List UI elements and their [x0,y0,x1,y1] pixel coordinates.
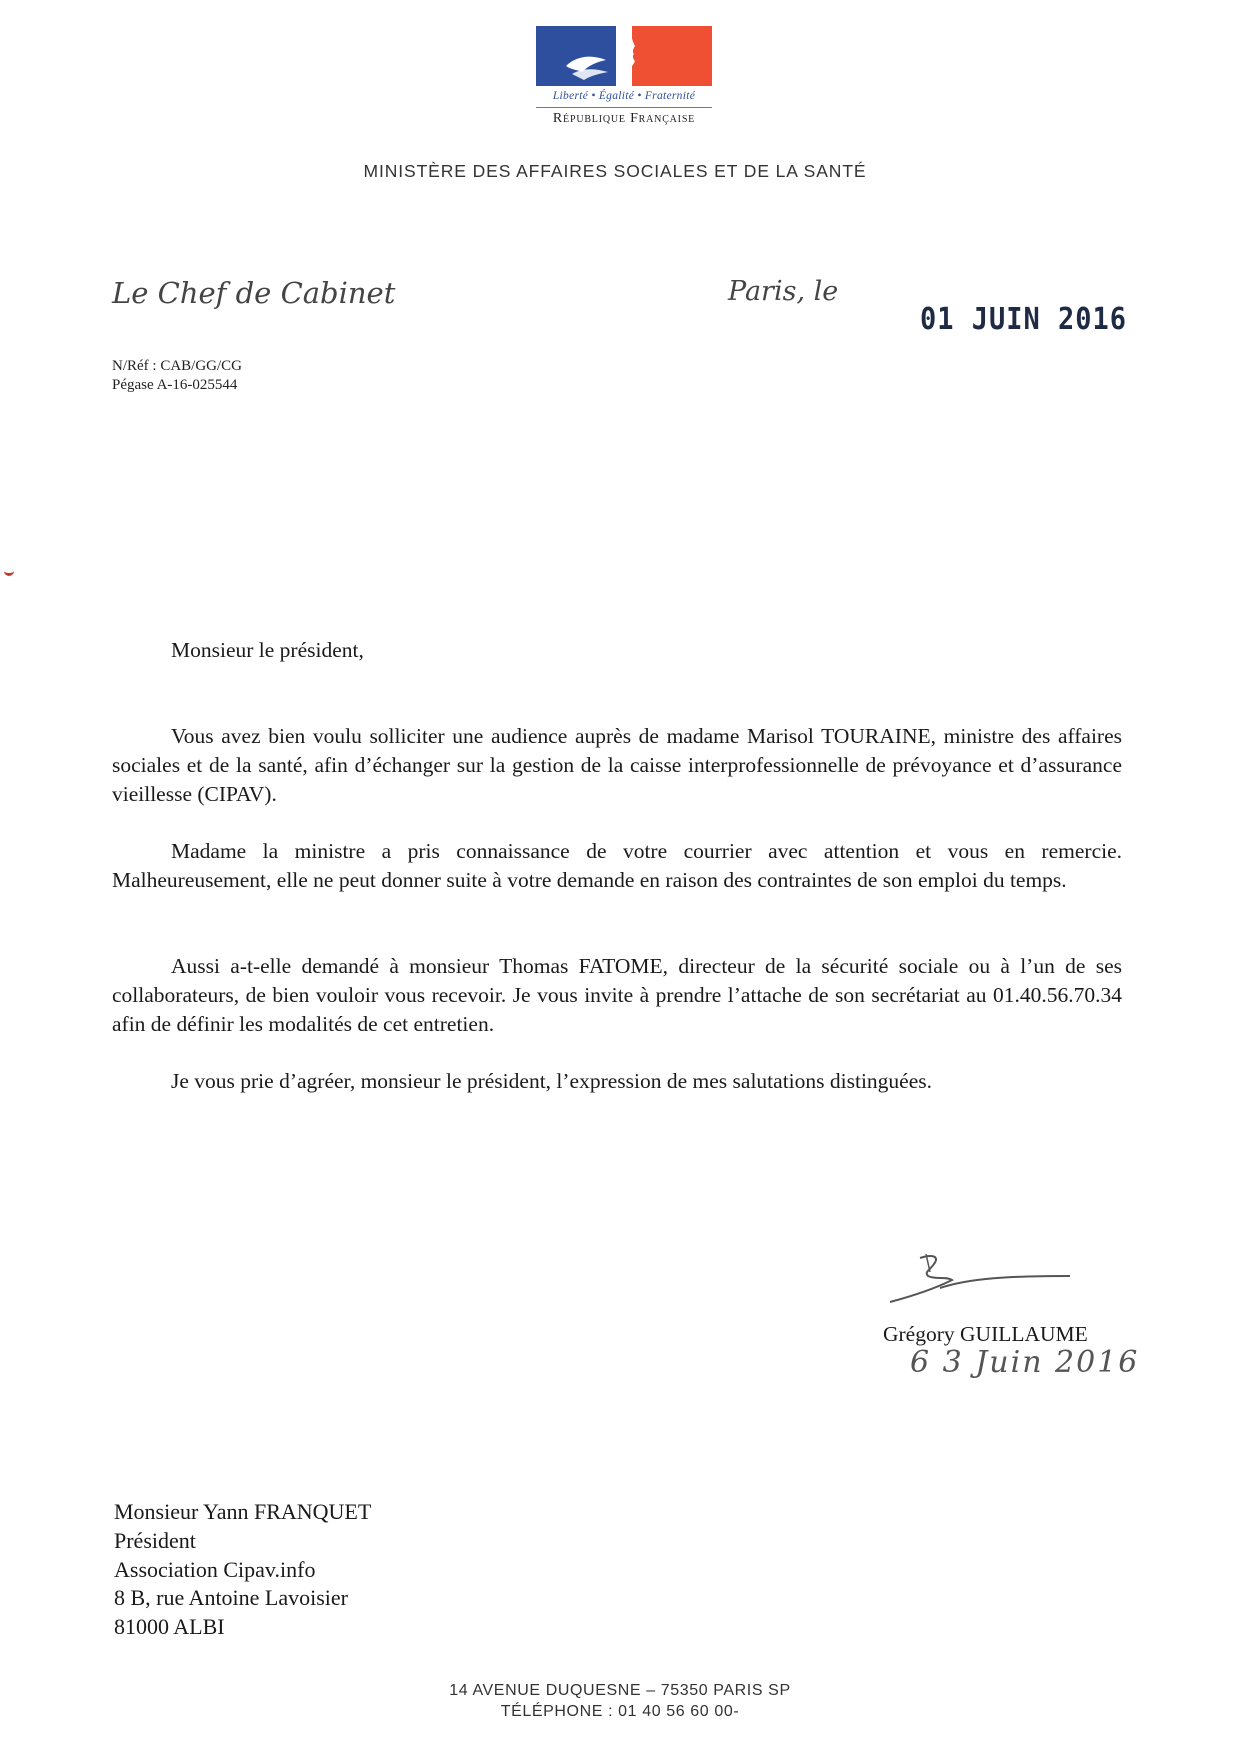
body-paragraph: Je vous prie d’agréer, monsieur le président, l’expression de mes salutations distinguées. [171,1069,933,1093]
body-paragraph: Vous avez bien voulu solliciter une audience auprès de madame Marisol TOURAINE, ministre des affaires sociales et de la santé, afin d’échanger sur la gestion de la caisse interprofessionnelle de prévoyance et d’assurance vieillesse (CIPAV). [112,724,1122,806]
signer-name: Grégory GUILLAUME [883,1322,1088,1346]
marianne-profile-icon [536,26,712,86]
motto-divider [536,107,712,108]
recipient-line: Association Cipav.info [114,1556,316,1582]
footer-address: 14 AVENUE DUQUESNE – 75350 PARIS SP [449,1682,791,1699]
recipient-address [114,1498,371,1642]
recipient-line: 81000 ALBI [114,1614,225,1640]
handwritten-signature [880,1250,1080,1330]
handwritten-note: 6 3 Juin 2016 [910,1345,1140,1380]
reference-line: N/Réf : CAB/GG/CG [112,358,243,374]
place-label: Paris, le [728,276,839,307]
recipient-line: Monsieur Yann FRANQUET [114,1499,372,1524]
marianne-logo [536,26,712,86]
republic-motto: Liberté • Égalité • Fraternité [552,90,696,102]
references [112,357,242,395]
recipient-line: Président [114,1527,196,1553]
sender-title: Le Chef de Cabinet [112,276,396,310]
date-stamp: 01 JUIN 2016 [920,302,1128,337]
recipient-line: 8 B, rue Antoine Lavoisier [114,1585,349,1611]
footer-phone: TÉLÉPHONE : 01 40 56 60 00- [500,1703,740,1720]
republic-name: République Française [552,111,696,126]
body-paragraph: Aussi a-t-elle demandé à monsieur Thomas FATOME, directeur de la sécurité sociale ou à l’un de ses collaborateurs, de bien vouloir vous recevoir. Je vous invite à prendre l’attache de son secrétariat au 01.40.56.70.34 afin de définir les modalités de cet entretien. [112,954,1122,1036]
footer [320,1680,920,1722]
body-paragraph: Madame la ministre a pris connaissance de votre courrier avec attention et vous en remercie. Malheureusement, elle ne peut donner suite à votre demande en raison des contraintes de son emploi du temps. [112,839,1122,892]
ministry-title: MINISTÈRE DES AFFAIRES SOCIALES ET DE LA SANTÉ [363,161,867,181]
salutation: Monsieur le président, [171,638,364,662]
pegase-line: Pégase A-16-025544 [112,377,238,393]
margin-mark [4,569,14,576]
